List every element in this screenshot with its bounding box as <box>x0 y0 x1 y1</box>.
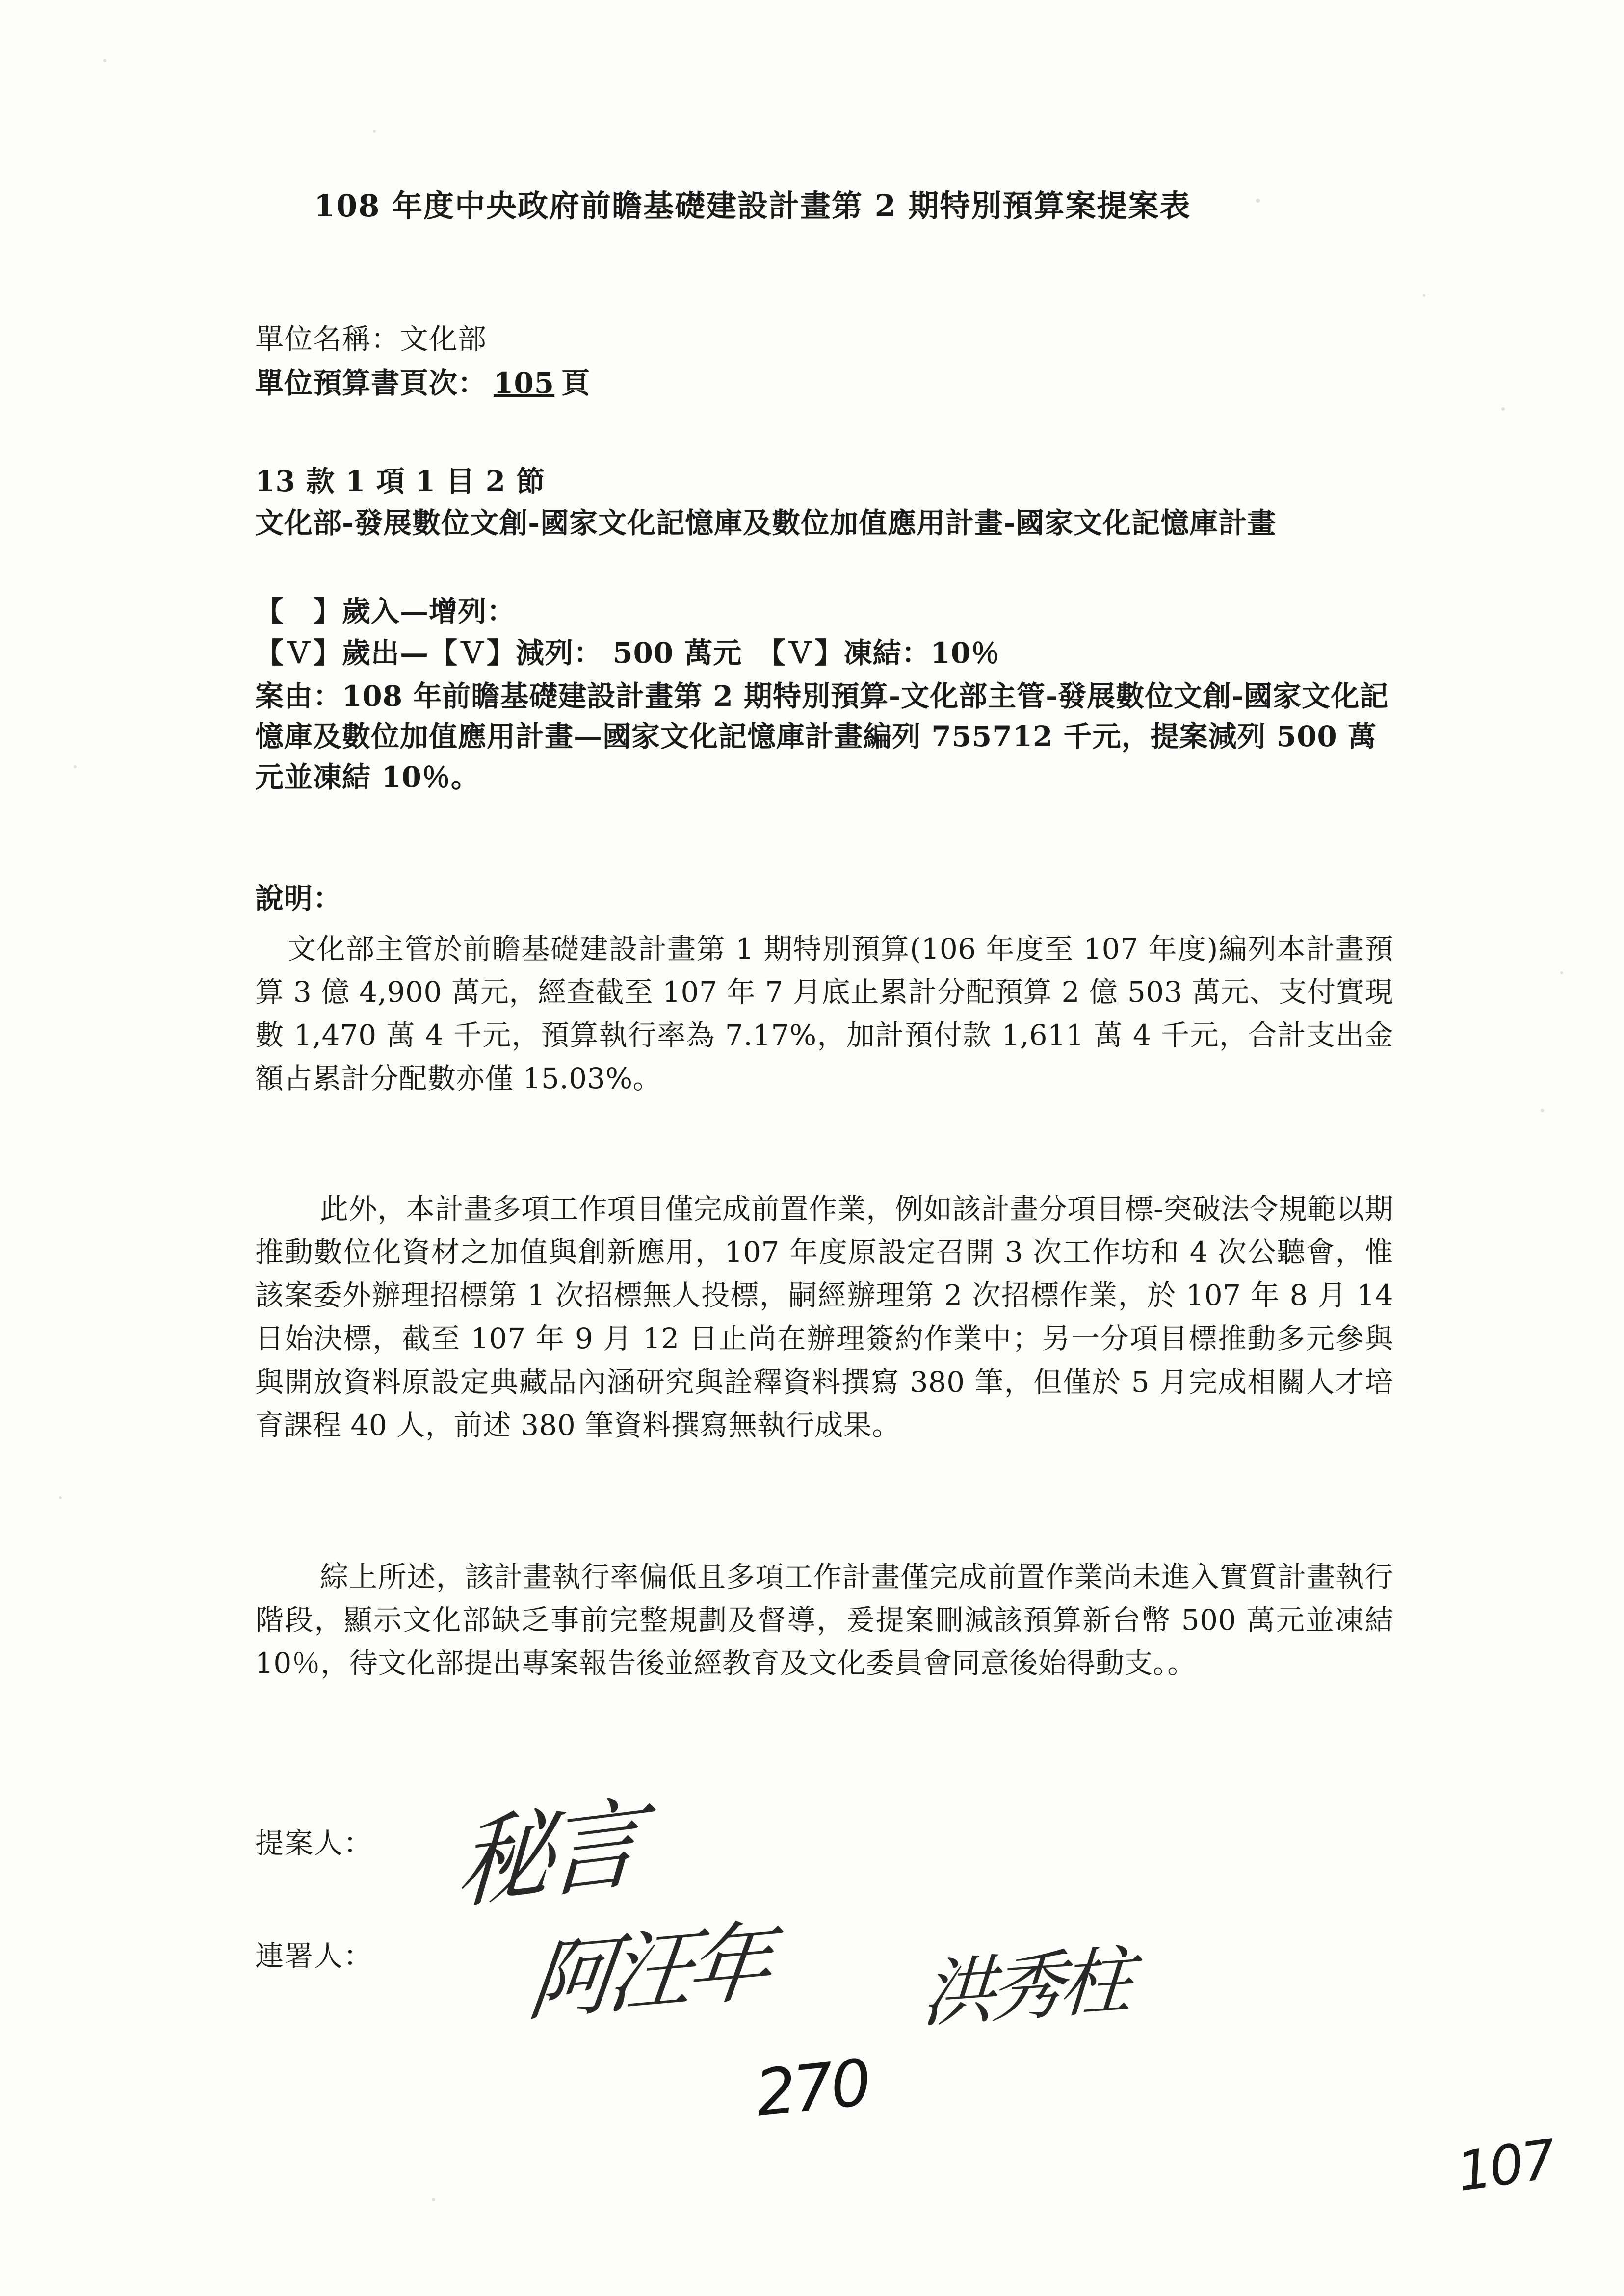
project-title-row <box>255 503 1393 543</box>
expense-line: 【Ｖ】歲出—【Ｖ】減列： 500 萬元 【Ｖ】凍結：10％ <box>255 636 1000 670</box>
scan-speck <box>1501 407 1505 411</box>
scan-speck <box>74 765 77 768</box>
scan-speck <box>432 2198 435 2201</box>
unit-budget-page-row <box>255 363 1393 403</box>
reason-row <box>255 676 1393 797</box>
budget-reference: 13 款 1 項 1 目 2 節 <box>255 465 546 498</box>
unit-budget-page-suffix: 頁 <box>561 366 591 400</box>
scan-speck <box>1560 971 1563 974</box>
reason-text: 案由：108 年前瞻基礎建設計畫第 2 期特別預算-文化部主管-發展數位文創-國家文化記憶庫及數位加值應用計畫—國家文化記憶庫計畫編列 755712 千元，提案減列 500 萬元並凍結 10％。 <box>255 679 1389 794</box>
income-row <box>255 591 1393 631</box>
budget-reference-row <box>255 461 1393 501</box>
scan-speck <box>1423 294 1425 297</box>
unit-budget-page-label: 單位預算書頁次： <box>255 366 487 400</box>
project-title: 文化部-發展數位文創-國家文化記憶庫及數位加值應用計畫-國家文化記憶庫計畫 <box>255 506 1277 540</box>
scan-speck <box>373 130 376 133</box>
unit-name-row <box>255 319 1393 359</box>
scan-speck <box>1541 1109 1544 1112</box>
description-paragraph-3: 綜上所述，該計畫執行率偏低且多項工作計畫僅完成前置作業尚未進入實質計畫執行階段，顯示文化部缺乏事前完整規劃及督導，爰提案刪減該預算新台幣 500 萬元並凍結 10％，待文化部提出專案報告後並經教育及文化委員會同意後始得動支。。 <box>255 1560 1393 1680</box>
expense-row <box>255 633 1393 673</box>
scan-speck <box>103 59 106 62</box>
description-label-row <box>255 878 1393 918</box>
description-paragraph-1: 文化部主管於前瞻基礎建設計畫第 1 期特別預算(106 年度至 107 年度)編列本計畫預算 3 億 4,900 萬元，經查截至 107 年 7 月底止累計分配預算 2 億 503 萬元、支付實現數 1,470 萬 4 千元，預算執行率為 7.17%，加計預付款 1,611 萬 4 千元，合計支出金額占累計分配數亦僅 15.03%。 <box>255 932 1393 1096</box>
unit-budget-page-line <box>255 363 1393 403</box>
cosigner-signature-handwriting-2: 洪秀柱 <box>919 1937 1131 2038</box>
cosigner-label: 連署人： <box>255 1939 373 1973</box>
scan-speck <box>59 1496 62 1499</box>
description-label: 說明： <box>255 882 342 915</box>
scan-speck <box>1256 199 1260 203</box>
page-number-handwriting: 107 <box>1453 2127 1558 2204</box>
stamp-number-handwriting: 270 <box>752 2045 872 2131</box>
unit-budget-page-value: 105 <box>494 366 555 400</box>
income-line: 【 】歲入—增列： <box>255 595 516 628</box>
description-paragraph-2: 此外，本計畫多項工作項目僅完成前置作業，例如該計畫分項目標-突破法令規範以期推動數位化資材之加值與創新應用，107 年度原設定召開 3 次工作坊和 4 次公聽會，惟該案委外辦理招標第 1 次招標無人投標，嗣經辦理第 2 次招標作業，於 107 年 8 月 14 日始決標，截至 107 年 9 月 12 日止尚在辦理簽約作業中；另一分項目標推動多元參與與開放資料原設定典藏品內涵研究與詮釋資料撰寫 380 筆，但僅於 5 月完成相關人才培育課程 40 人，前述 380 筆資料撰寫無執行成果。 <box>255 1192 1393 1442</box>
unit-name-label: 單位名稱：文化部 <box>255 322 487 356</box>
document-title: 108 年度中央政府前瞻基礎建設計畫第 2 期特別預算案提案表 <box>314 188 1191 224</box>
proposer-signature-handwriting: 秘言 <box>453 1786 637 1924</box>
cosigner-signature-handwriting-1: 阿汪年 <box>523 1911 772 2034</box>
proposer-label: 提案人： <box>255 1826 373 1860</box>
